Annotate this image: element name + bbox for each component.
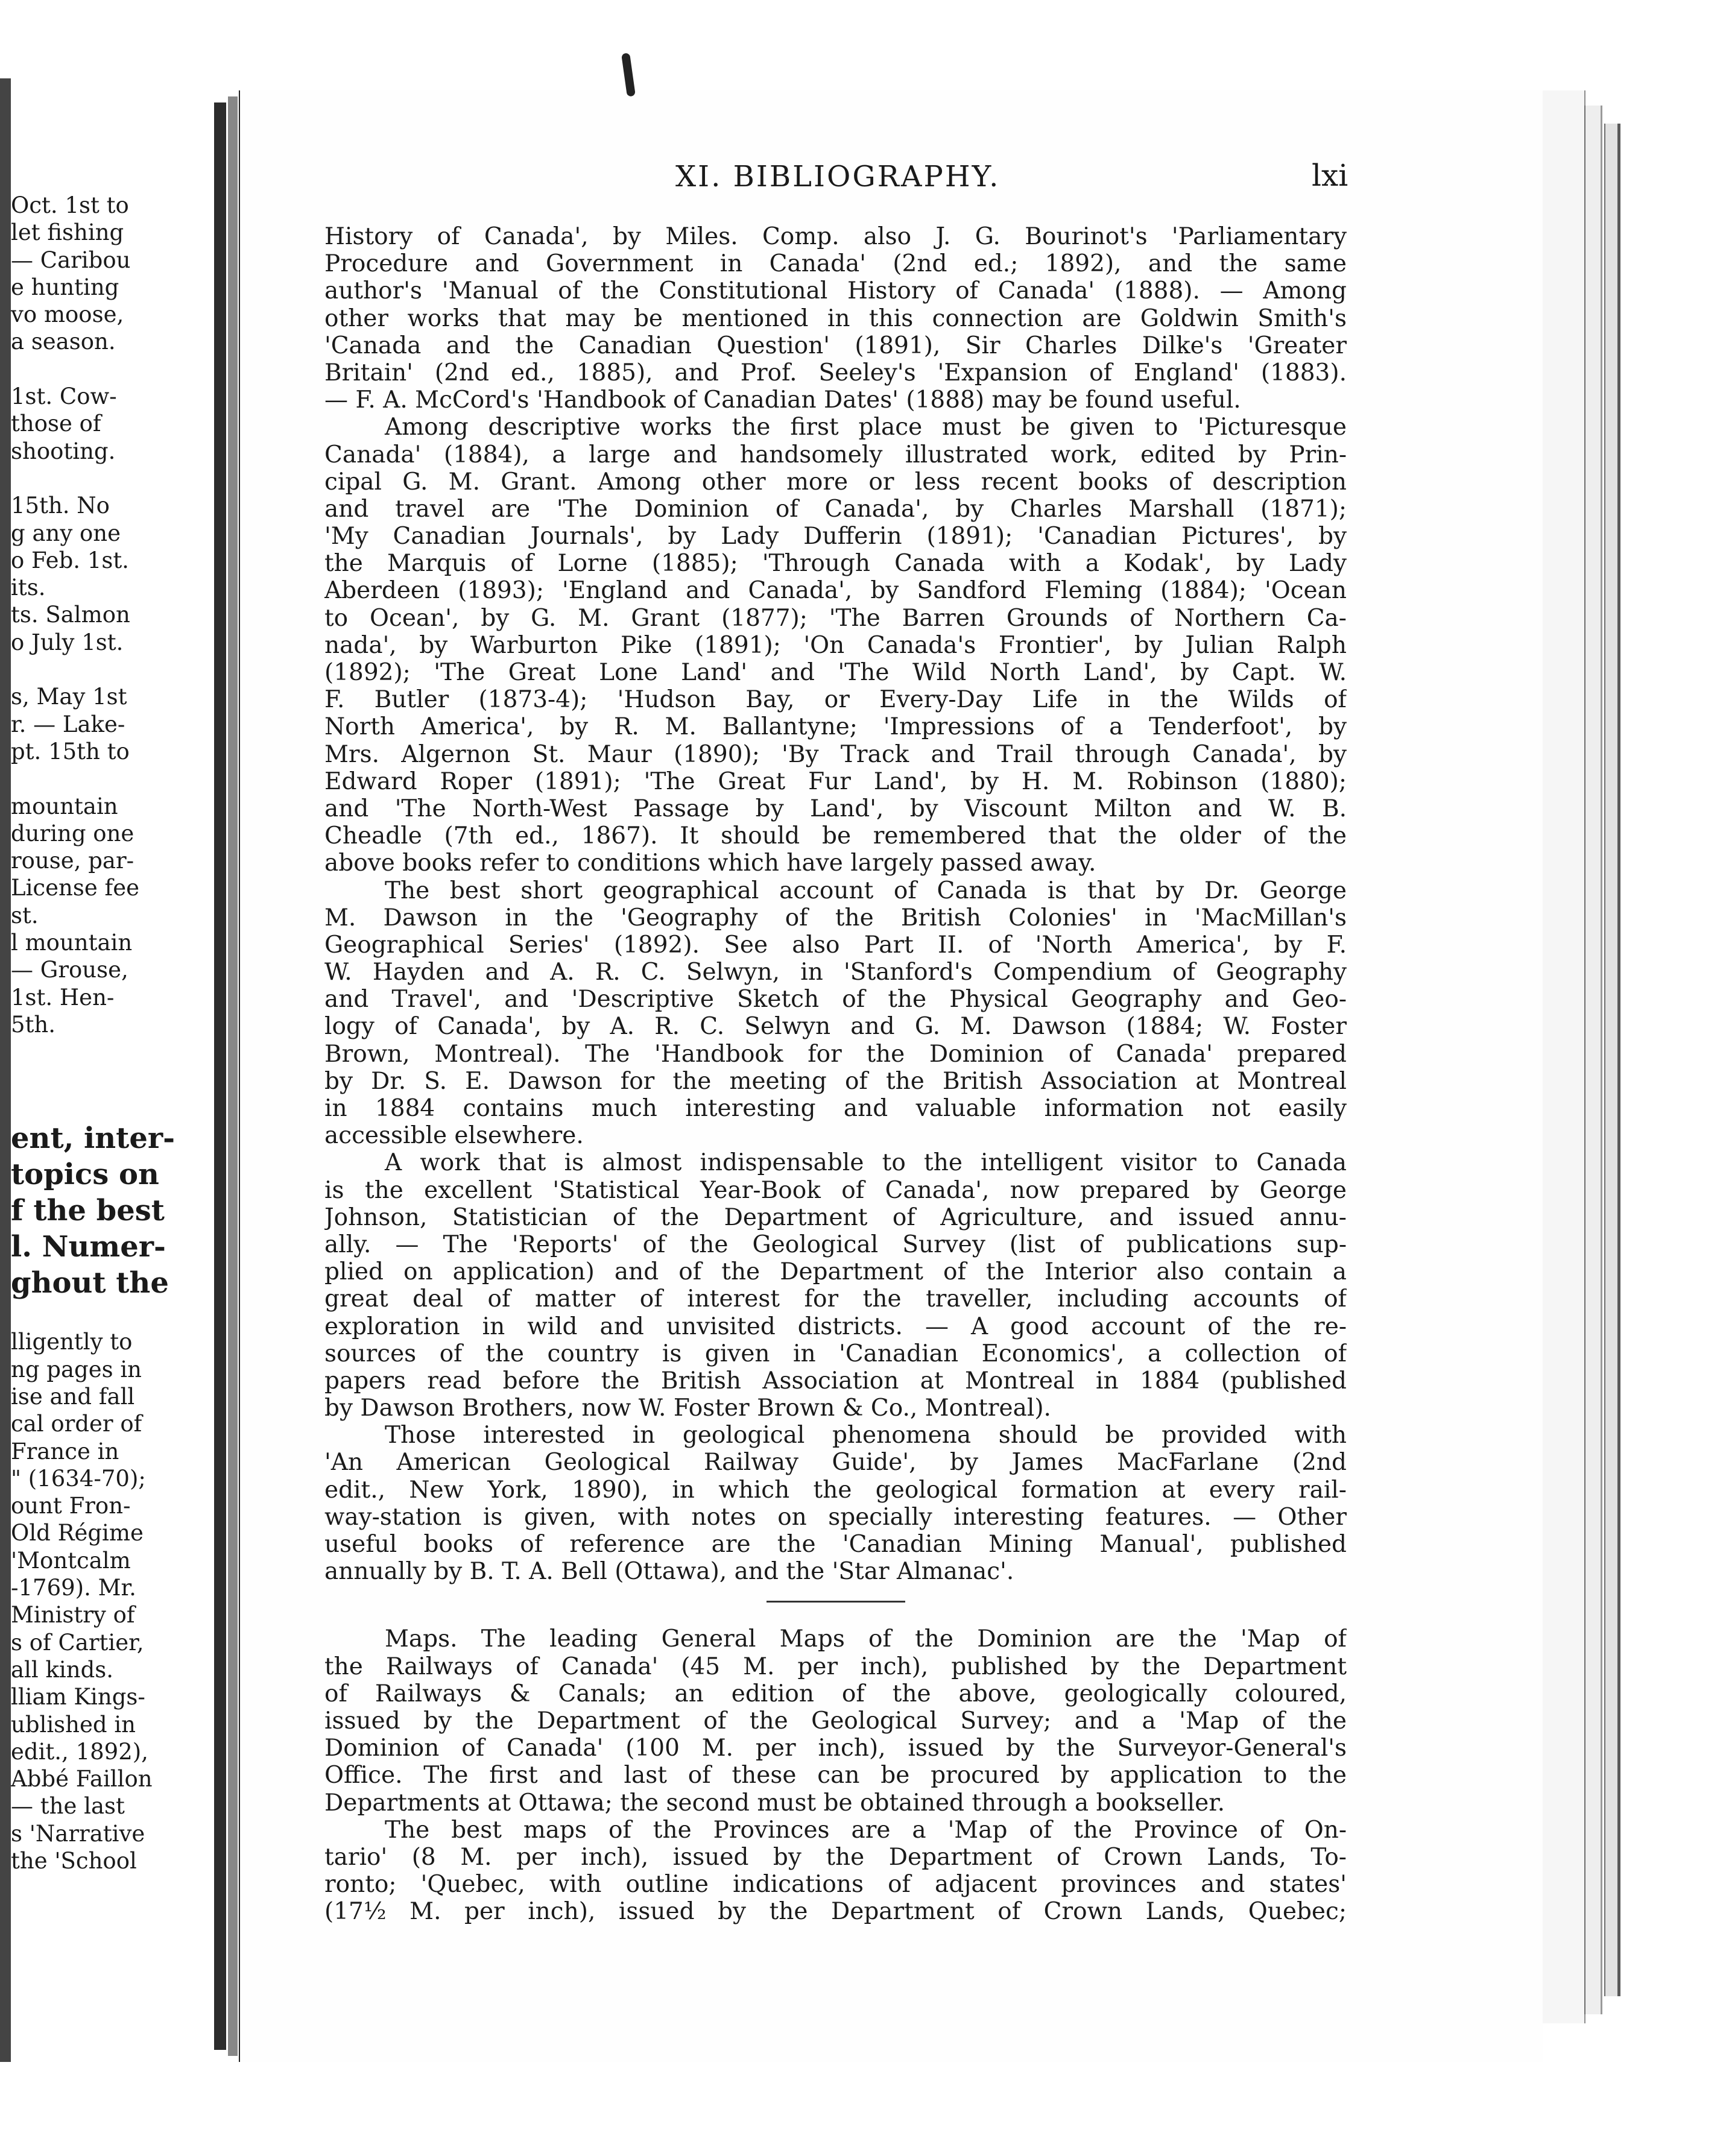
- left-page-line: [11, 410, 213, 437]
- left-page-line: [11, 1301, 213, 1328]
- left-page-line: [11, 738, 213, 765]
- left-page-line-text: ount Fron-: [11, 1493, 131, 1519]
- left-page-line: [11, 1465, 213, 1492]
- left-page-line-text: lligently to: [11, 1329, 133, 1355]
- text-line: nada', by Warburton Pike (1891); 'On Canada's Frontier', by Julian Ralph: [324, 631, 1347, 659]
- left-page-line-text: the 'School: [11, 1848, 137, 1874]
- left-page-line: [11, 1038, 213, 1065]
- text-line: by Dr. S. E. Dawson for the meeting of the British Association at Montreal: [324, 1067, 1347, 1095]
- left-page-line: [11, 1492, 213, 1519]
- text-line: ally. — The 'Reports' of the Geological Survey (list of publications sup-: [324, 1231, 1347, 1258]
- text-line: useful books of reference are the 'Canadian Mining Manual', published: [324, 1531, 1347, 1558]
- text-line: The best short geographical account of Canada is that by Dr. George: [385, 877, 1347, 904]
- book-gutter: [214, 102, 226, 2050]
- text-line: tario' (8 M. per inch), issued by the Department of Crown Lands, To-: [324, 1843, 1347, 1871]
- text-line: Procedure and Government in Canada' (2nd ed.; 1892), and the same: [324, 250, 1347, 278]
- left-page-line: [11, 601, 213, 628]
- left-page-line: [11, 711, 213, 738]
- text-line: by Dawson Brothers, now W. Foster Brown & Co., Montreal).: [324, 1395, 1051, 1422]
- text-line: the Marquis of Lorne (1885); 'Through Canada with a Kodak', by Lady: [324, 550, 1347, 578]
- text-line: edit., New York, 1890), in which the geological formation at every rail-: [324, 1476, 1347, 1504]
- text-line: A work that is almost indispensable to the intelligent visitor to Canada: [385, 1149, 1347, 1177]
- text-line: M. Dawson in the 'Geography of the British Colonies' in 'MacMillan's: [324, 904, 1347, 931]
- left-page-line: [11, 356, 213, 383]
- text-line: accessible elsewhere.: [324, 1122, 584, 1150]
- left-page-line-text: — the last: [11, 1793, 125, 1820]
- text-line: Cheadle (7th ed., 1867). It should be remembered that the older of the: [324, 822, 1347, 850]
- paragraph-maps: [324, 1625, 1347, 1816]
- text-line: and 'The North-West Passage by Land', by Viscount Milton and W. B.: [324, 795, 1347, 822]
- text-line: plied on application) and of the Department of the Interior also contain a: [324, 1258, 1347, 1286]
- left-page-line-text: let fishing: [11, 219, 124, 246]
- left-page-line: [11, 1683, 213, 1710]
- left-page-line: [11, 328, 213, 355]
- left-page-line: [11, 847, 213, 874]
- left-page-line-text: all kinds.: [11, 1656, 114, 1683]
- left-page-line-text: rouse, par-: [11, 848, 134, 874]
- text-line: logy of Canada', by A. R. C. Selwyn and G. M. Dawson (1884; W. Foster: [324, 1013, 1347, 1041]
- left-page-line: [11, 274, 213, 301]
- text-line: papers read before the British Association at Montreal in 1884 (published: [324, 1367, 1347, 1395]
- text-line: author's 'Manual of the Constitutional History of Canada' (1888). — Among: [324, 277, 1347, 305]
- text-line: Mrs. Algernon St. Maur (1890); 'By Track and Trail through Canada', by: [324, 740, 1347, 768]
- text-line: Aberdeen (1893); 'England and Canada', by Sandford Fleming (1884); 'Ocean: [324, 577, 1347, 605]
- left-page-line-text: l mountain: [11, 930, 133, 956]
- left-page-line-text: r. — Lake-: [11, 711, 125, 737]
- text-line: (17½ M. per inch), issued by the Department of Crown Lands, Quebec;: [324, 1898, 1347, 1926]
- left-page-line: [11, 1792, 213, 1820]
- left-page-line-text: Ministry of: [11, 1602, 135, 1628]
- text-line: and travel are 'The Dominion of Canada', by Charles Marshall (1871);: [324, 495, 1347, 523]
- left-page-line: [11, 765, 213, 792]
- page-stack-edge: [1584, 106, 1602, 2014]
- left-page-line: [11, 1093, 213, 1120]
- page-body: [324, 223, 1347, 1925]
- text-line: 'Canada and the Canadian Question' (1891), Sir Charles Dilke's 'Greater: [324, 332, 1347, 359]
- left-page-line: [11, 1711, 213, 1738]
- text-line: W. Hayden and A. R. C. Selwyn, in 'Stanford's Compendium of Geography: [324, 959, 1347, 986]
- left-page-line: [11, 192, 213, 219]
- page-number: lxi: [1312, 158, 1348, 193]
- page-stack-edge: [1541, 90, 1585, 2023]
- running-head: XI. BIBLIOGRAPHY.: [675, 160, 1001, 194]
- left-page-line-text: ng pages in: [11, 1356, 142, 1382]
- left-page-line: [11, 219, 213, 246]
- left-page-line-text: g any one: [11, 520, 121, 546]
- left-page-line-text: vo moose,: [11, 301, 124, 328]
- left-page-line-text: 1st. Cow-: [11, 383, 117, 410]
- left-page-line: [11, 520, 213, 547]
- text-line: Departments at Ottawa; the second must be obtained through a bookseller.: [324, 1789, 1225, 1817]
- left-page-line-text: — Caribou: [11, 247, 131, 273]
- left-page-line: [11, 1656, 213, 1683]
- left-page-line-text: a season.: [11, 329, 116, 355]
- left-page-line: [11, 1120, 213, 1156]
- left-page-line-text: s of Cartier,: [11, 1629, 144, 1656]
- text-line: sources of the country is given in 'Canadian Economics', a collection of: [324, 1340, 1347, 1367]
- left-page-line: [11, 656, 213, 683]
- left-page-line-text: e hunting: [11, 274, 119, 300]
- page-stack-edge: [1604, 124, 1620, 1996]
- left-page-line-text: ent, inter-: [11, 1121, 175, 1156]
- left-page-line: [11, 793, 213, 820]
- left-page-line-text: 'Montcalm: [11, 1547, 131, 1574]
- left-page-line-text: — Grouse,: [11, 957, 128, 983]
- text-line: in 1884 contains much interesting and valuable information not easily: [324, 1095, 1347, 1122]
- left-page-line: [11, 1328, 213, 1355]
- text-line: is the excellent 'Statistical Year-Book of Canada', now prepared by George: [324, 1176, 1347, 1204]
- left-page-line: [11, 683, 213, 710]
- left-page-line: [11, 1066, 213, 1093]
- left-page-line-text: during one: [11, 820, 134, 846]
- left-page-line: [11, 1410, 213, 1437]
- left-page-line-text: 15th. No: [11, 493, 110, 519]
- left-page-line-text: o Feb. 1st.: [11, 547, 129, 573]
- text-line: Britain' (2nd ed., 1885), and Prof. Seeley's 'Expansion of England' (1883).: [324, 359, 1347, 386]
- section-divider: [767, 1601, 905, 1603]
- left-page-line-text: cal order of: [11, 1411, 142, 1437]
- left-page-text: [11, 192, 213, 1874]
- left-page-line: [11, 1765, 213, 1792]
- text-line: Johnson, Statistician of the Department of Agriculture, and issued annu-: [324, 1203, 1347, 1231]
- left-page-line: [11, 902, 213, 929]
- left-page-line: [11, 1356, 213, 1383]
- text-line: — F. A. McCord's 'Handbook of Canadian Dates' (1888) may be found useful.: [324, 386, 1241, 414]
- left-page-line-text: Oct. 1st to: [11, 192, 129, 218]
- text-line: 'My Canadian Journals', by Lady Dufferin (1891); 'Canadian Pictures', by: [324, 523, 1347, 550]
- left-page-line: [11, 1820, 213, 1847]
- left-page-line: [11, 1847, 213, 1874]
- paragraph: [324, 414, 1347, 877]
- text-line: Edward Roper (1891); 'The Great Fur Land', by H. M. Robinson (1880);: [324, 768, 1347, 795]
- text-line: F. Butler (1873-4); 'Hudson Bay, or Every-Day Life in the Wilds of: [324, 686, 1347, 714]
- left-page-line: [11, 1519, 213, 1546]
- left-page-line: [11, 984, 213, 1011]
- paragraph: [324, 1149, 1347, 1422]
- left-page-line: [11, 547, 213, 574]
- left-page-line-text: topics on: [11, 1158, 159, 1192]
- left-page-line-text: s, May 1st: [11, 684, 127, 710]
- left-page-line: [11, 820, 213, 847]
- left-page-line-text: " (1634-70);: [11, 1465, 146, 1492]
- left-page-edge: [0, 78, 11, 2062]
- left-page-line-text: those of: [11, 411, 101, 437]
- left-page-line: [11, 1438, 213, 1465]
- left-page-line: [11, 1601, 213, 1628]
- left-page-line-text: shooting.: [11, 438, 116, 464]
- left-page-line-text: s 'Narrative: [11, 1820, 145, 1847]
- left-page-line: [11, 874, 213, 901]
- left-page-line: [11, 465, 213, 492]
- text-line: great deal of matter of interest for the traveller, including accounts of: [324, 1285, 1347, 1313]
- left-page-line-text: ublished in: [11, 1711, 136, 1738]
- left-page-line: [11, 629, 213, 656]
- text-line: to Ocean', by G. M. Grant (1877); 'The Barren Grounds of Northern Ca-: [324, 604, 1347, 632]
- paragraph: [324, 877, 1347, 1150]
- paragraph: [324, 1817, 1347, 1926]
- left-page-line-text: ise and fall: [11, 1383, 135, 1410]
- left-page-line: [11, 492, 213, 519]
- left-page-line-text: Abbé Faillon: [11, 1766, 153, 1792]
- left-page-line-text: mountain: [11, 793, 118, 819]
- left-page-line-text: l. Numer-: [11, 1230, 166, 1264]
- text-line: Those interested in geological phenomena should be provided with: [385, 1422, 1347, 1449]
- left-page-line: [11, 383, 213, 410]
- left-page-line: [11, 1574, 213, 1601]
- text-line: (1892); 'The Great Lone Land' and 'The Wild North Land', by Capt. W.: [324, 659, 1347, 686]
- left-page-line: [11, 1383, 213, 1410]
- left-page-line-text: Old Régime: [11, 1520, 144, 1546]
- left-page-line-text: ghout the: [11, 1266, 169, 1300]
- left-page-line: [11, 438, 213, 465]
- book-gutter-shadow: [228, 96, 238, 2056]
- text-line: above books refer to conditions which have largely passed away.: [324, 849, 1096, 877]
- text-line: cipal G. M. Grant. Among other more or less recent books of description: [324, 468, 1347, 496]
- left-page-line: [11, 929, 213, 956]
- left-page-line-text: f the best: [11, 1194, 165, 1228]
- left-page-line-text: st.: [11, 902, 39, 928]
- text-line: exploration in wild and unvisited districts. — A good account of the re-: [324, 1313, 1347, 1340]
- text-line: The best maps of the Provinces are a 'Map of the Province of On-: [385, 1816, 1347, 1844]
- left-page-line: [11, 1011, 213, 1038]
- left-page-line-text: edit., 1892),: [11, 1738, 148, 1765]
- text-line: and Travel', and 'Descriptive Sketch of the Physical Geography and Geo-: [324, 986, 1347, 1013]
- text-line: Dominion of Canada' (100 M. per inch), issued by the Surveyor-General's: [324, 1735, 1347, 1762]
- left-page-line-text: lliam Kings-: [11, 1684, 145, 1710]
- left-page-line: [11, 1265, 213, 1301]
- left-page-line-text: License fee: [11, 875, 139, 901]
- text-line: Geographical Series' (1892). See also Part II. of 'North America', by F.: [324, 931, 1347, 959]
- left-page-line-text: o July 1st.: [11, 629, 124, 655]
- text-line: the Railways of Canada' (45 M. per inch), published by the Department: [324, 1653, 1347, 1680]
- paragraph: [324, 223, 1347, 414]
- left-page-line-text: -1769). Mr.: [11, 1575, 136, 1601]
- text-line: Maps. The leading General Maps of the Dominion are the 'Map of: [385, 1625, 1347, 1653]
- left-page-line: [11, 1193, 213, 1229]
- left-page-line: [11, 247, 213, 274]
- text-line: other works that may be mentioned in this connection are Goldwin Smith's: [324, 304, 1347, 332]
- left-page-line: [11, 956, 213, 983]
- left-page-line: [11, 1629, 213, 1656]
- left-page-line: [11, 301, 213, 328]
- left-page-line-text: ts. Salmon: [11, 602, 130, 628]
- left-page-line: [11, 574, 213, 601]
- left-page-line-text: 5th.: [11, 1011, 55, 1038]
- paragraph: [324, 1422, 1347, 1585]
- left-page-line: [11, 1229, 213, 1265]
- left-page-line-text: pt. 15th to: [11, 738, 130, 764]
- left-page-line: [11, 1547, 213, 1574]
- left-page-line-text: 1st. Hen-: [11, 984, 115, 1010]
- text-line: of Railways & Canals; an edition of the above, geologically coloured,: [324, 1680, 1347, 1707]
- text-line: Among descriptive works the first place must be given to 'Picturesque: [385, 414, 1347, 441]
- text-line: way-station is given, with notes on specially interesting features. — Other: [324, 1503, 1347, 1531]
- text-line: North America', by R. M. Ballantyne; 'Impressions of a Tenderfoot', by: [324, 713, 1347, 741]
- left-page-line-text: its.: [11, 575, 46, 601]
- text-line: Brown, Montreal). The 'Handbook for the Dominion of Canada' prepared: [324, 1040, 1347, 1068]
- text-line: Office. The first and last of these can be procured by application to the: [324, 1762, 1347, 1789]
- text-line: annually by B. T. A. Bell (Ottawa), and the 'Star Almanac'.: [324, 1558, 1014, 1586]
- left-page-line: [11, 1738, 213, 1765]
- left-page-line: [11, 1156, 213, 1193]
- text-line: ronto; 'Quebec, with outline indications of adjacent provinces and states': [324, 1871, 1347, 1899]
- left-page-line-text: France in: [11, 1438, 119, 1464]
- text-line: History of Canada', by Miles. Comp. also J. G. Bourinot's 'Parliamentary: [324, 223, 1347, 250]
- text-line: issued by the Department of the Geological Survey; and a 'Map of the: [324, 1707, 1347, 1735]
- text-line: 'An American Geological Railway Guide', by James MacFarlane (2nd: [324, 1449, 1347, 1477]
- text-line: Canada' (1884), a large and handsomely illustrated work, edited by Prin-: [324, 441, 1347, 468]
